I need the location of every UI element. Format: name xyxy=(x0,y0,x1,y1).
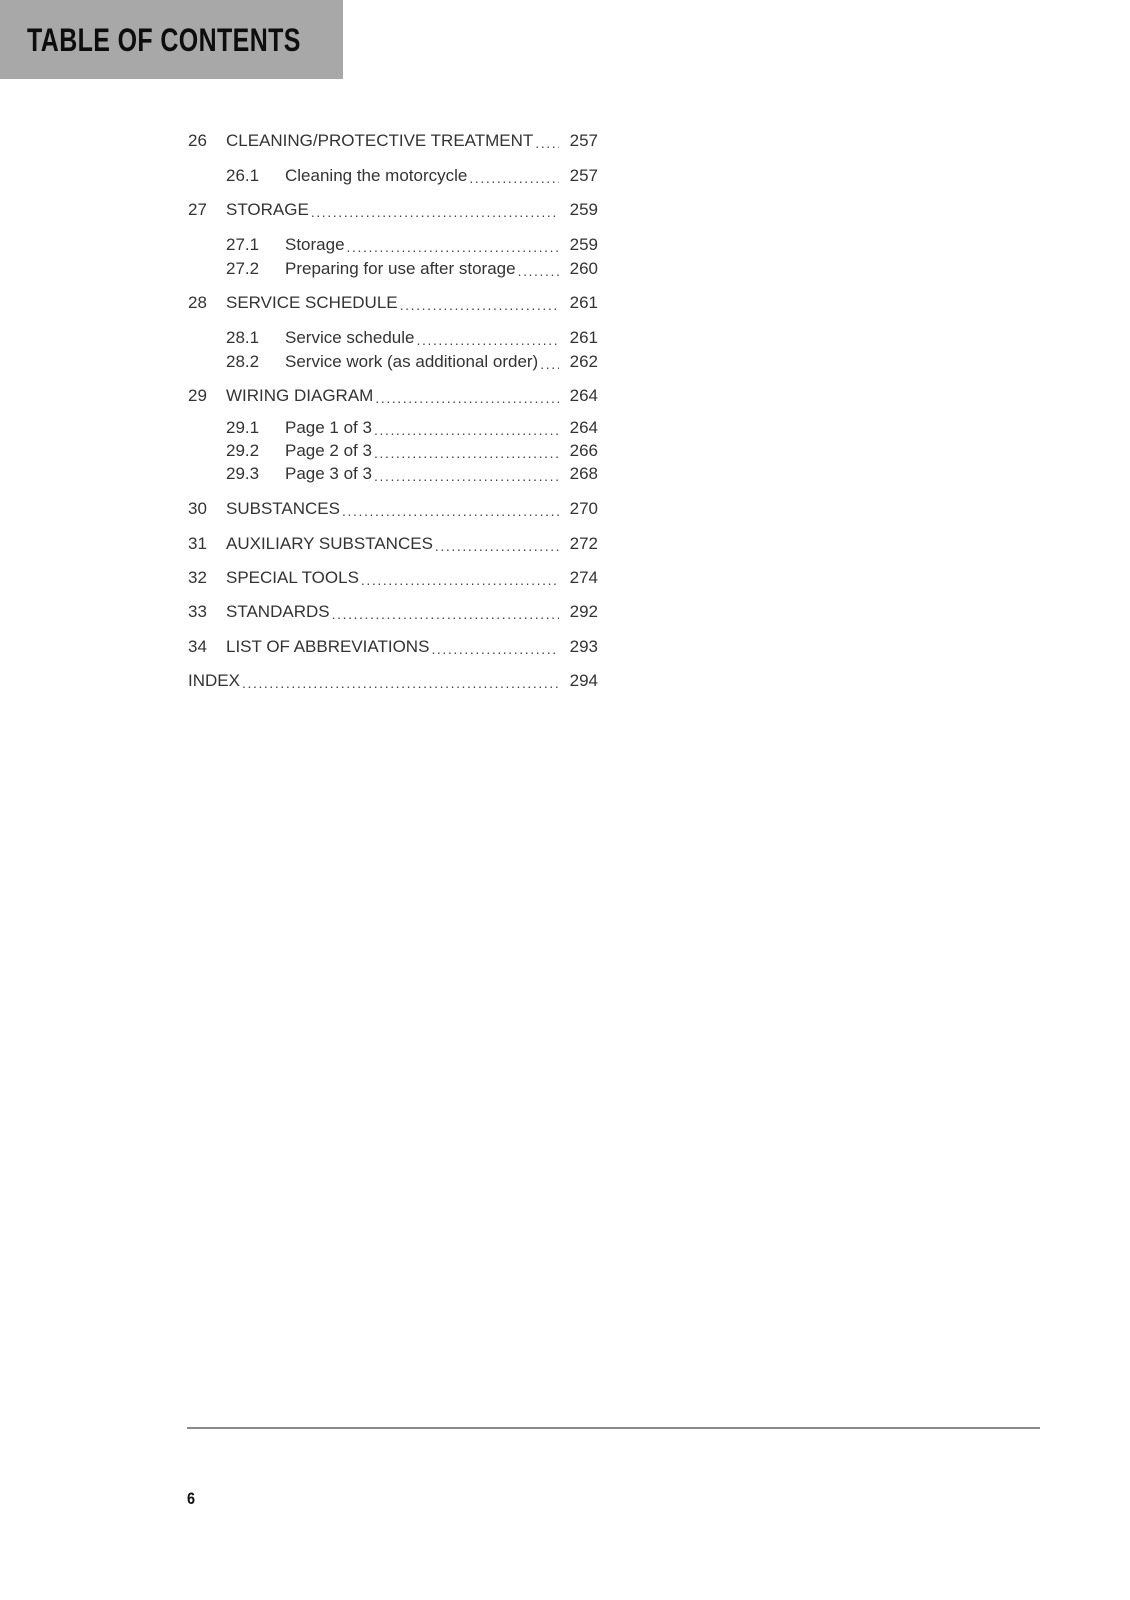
toc-entry[interactable] xyxy=(226,439,598,463)
toc-entry[interactable] xyxy=(188,566,598,590)
page-number: 6 xyxy=(187,1489,196,1508)
dot-leader xyxy=(332,600,559,624)
dot-leader xyxy=(374,439,559,463)
toc-entry-title: Page 2 of 3 xyxy=(285,441,372,460)
dot-leader xyxy=(535,129,559,153)
dot-leader xyxy=(518,257,559,281)
dot-leader xyxy=(361,566,559,590)
toc-entry-page: 264 xyxy=(569,386,598,405)
page-title: TABLE OF CONTENTS xyxy=(27,22,301,58)
toc-entry-title: Page 1 of 3 xyxy=(285,418,372,437)
toc-entry-page: 266 xyxy=(569,441,598,460)
toc-entry-number: 26.1 xyxy=(226,166,260,185)
toc-entry[interactable] xyxy=(188,635,598,659)
toc-entry-title: Service schedule xyxy=(285,328,415,347)
toc-entry-title: STORAGE xyxy=(226,200,309,219)
toc-entry-number: 30 xyxy=(188,499,207,518)
toc-entry-number: 26 xyxy=(188,131,207,150)
toc-entry-title: Page 3 of 3 xyxy=(285,464,372,483)
toc-entry[interactable] xyxy=(188,384,598,408)
toc-entry[interactable] xyxy=(226,416,598,440)
toc-entry-number: 34 xyxy=(188,637,207,656)
toc-entry-title: Preparing for use after storage xyxy=(285,259,516,278)
toc-entry-number: 29.1 xyxy=(226,418,260,437)
dot-leader xyxy=(374,416,559,440)
toc-entry-page: 261 xyxy=(569,293,598,312)
toc-entry-number: 29.2 xyxy=(226,441,260,460)
toc-entry-number: 28 xyxy=(188,293,207,312)
toc-entry-number: 27 xyxy=(188,200,207,219)
toc-entry-number: 29.3 xyxy=(226,464,260,483)
toc-entry[interactable] xyxy=(226,350,598,374)
toc-entry-title: Storage xyxy=(285,235,345,254)
toc-entry-title: SPECIAL TOOLS xyxy=(226,568,359,587)
toc-entry-title: Service work (as additional order) xyxy=(285,352,539,371)
toc-entry[interactable] xyxy=(226,462,598,486)
dot-leader xyxy=(435,532,559,556)
toc-entry[interactable] xyxy=(226,326,598,350)
toc-entry-page: 259 xyxy=(569,200,598,219)
dot-leader xyxy=(540,350,559,374)
toc-entry-page: 257 xyxy=(569,131,598,150)
dot-leader xyxy=(400,291,559,315)
toc-entry-page: 270 xyxy=(569,499,598,518)
toc-entry[interactable] xyxy=(188,291,598,315)
dot-leader xyxy=(242,669,559,693)
toc-entry-title: SERVICE SCHEDULE xyxy=(226,293,398,312)
toc-entry-page: 260 xyxy=(569,259,598,278)
toc-entry-title: STANDARDS xyxy=(226,602,330,621)
dot-leader xyxy=(374,462,559,486)
toc-entry-title: CLEANING/PROTECTIVE TREATMENT xyxy=(226,131,534,150)
toc-entry-number: 29 xyxy=(188,386,207,405)
toc-entry[interactable] xyxy=(188,669,598,693)
dot-leader xyxy=(431,635,559,659)
toc-entry-number: 31 xyxy=(188,534,207,553)
toc-entry[interactable] xyxy=(188,532,598,556)
toc-entry-title: Cleaning the motorcycle xyxy=(285,166,468,185)
toc-entry[interactable] xyxy=(226,233,598,257)
section-header xyxy=(0,0,343,79)
toc-entry-page: 262 xyxy=(569,352,598,371)
toc-entry-number: 28.1 xyxy=(226,328,260,347)
toc-entry-page: 274 xyxy=(569,568,598,587)
toc-entry[interactable] xyxy=(226,164,598,188)
toc-entry-number: 27.2 xyxy=(226,259,260,278)
dot-leader xyxy=(469,164,559,188)
toc-entry-number: 27.1 xyxy=(226,235,260,254)
toc-entry-page: 261 xyxy=(569,328,598,347)
dot-leader xyxy=(375,384,559,408)
toc-entry-title: INDEX xyxy=(188,671,240,690)
toc-entry-page: 294 xyxy=(569,671,598,690)
toc-entry-page: 259 xyxy=(569,235,598,254)
toc-entry-page: 272 xyxy=(569,534,598,553)
toc-entry-number: 33 xyxy=(188,602,207,621)
dot-leader xyxy=(311,198,559,222)
toc-entry[interactable] xyxy=(188,600,598,624)
toc-entry-title: SUBSTANCES xyxy=(226,499,340,518)
toc-entry-page: 292 xyxy=(569,602,598,621)
toc-entry-title: LIST OF ABBREVIATIONS xyxy=(226,637,430,656)
toc-entry-number: 32 xyxy=(188,568,207,587)
toc-entry-page: 293 xyxy=(569,637,598,656)
toc-entry-title: AUXILIARY SUBSTANCES xyxy=(226,534,433,553)
toc-entry[interactable] xyxy=(188,198,598,222)
toc-entry[interactable] xyxy=(188,497,598,521)
dot-leader xyxy=(416,326,559,350)
footer-divider xyxy=(187,1427,1040,1429)
toc-entry-number: 28.2 xyxy=(226,352,260,371)
toc-entry-page: 268 xyxy=(569,464,598,483)
toc-entry-page: 257 xyxy=(569,166,598,185)
toc-entry[interactable] xyxy=(226,257,598,281)
toc-entry-title: WIRING DIAGRAM xyxy=(226,386,374,405)
dot-leader xyxy=(342,497,559,521)
toc-entry-page: 264 xyxy=(569,418,598,437)
dot-leader xyxy=(347,233,559,257)
toc-entry[interactable] xyxy=(188,129,598,153)
